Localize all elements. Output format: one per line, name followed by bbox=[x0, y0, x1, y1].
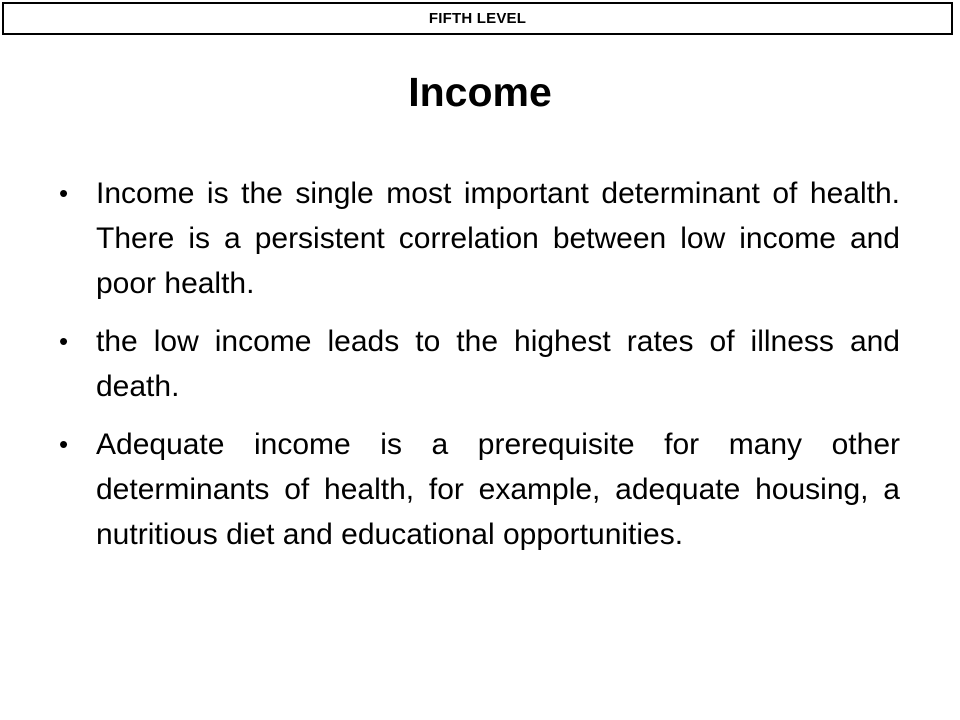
bullet-item-income-determinant bbox=[58, 171, 900, 306]
bullet-list bbox=[58, 171, 900, 570]
slide-title: Income bbox=[408, 69, 552, 115]
bullet-text: Adequate income is a prerequisite for many other determinants of health, for example, adequate housing, a nutritious diet and educational opportunities. bbox=[96, 428, 900, 551]
bullet-dot-icon: • bbox=[59, 326, 69, 356]
bullet-text: Income is the single most important determinant of health. There is a persistent correlation between low income and poor health. bbox=[96, 177, 900, 300]
level-banner bbox=[2, 2, 953, 35]
level-banner-label: FIFTH LEVEL bbox=[428, 10, 527, 27]
bullet-dot-icon: • bbox=[59, 178, 69, 208]
bullet-item-low-income bbox=[58, 319, 900, 409]
bullet-text: the low income leads to the highest rates of illness and death. bbox=[96, 325, 900, 403]
bullet-dot-icon: • bbox=[59, 429, 69, 459]
bullet-item-adequate-income bbox=[58, 422, 900, 557]
